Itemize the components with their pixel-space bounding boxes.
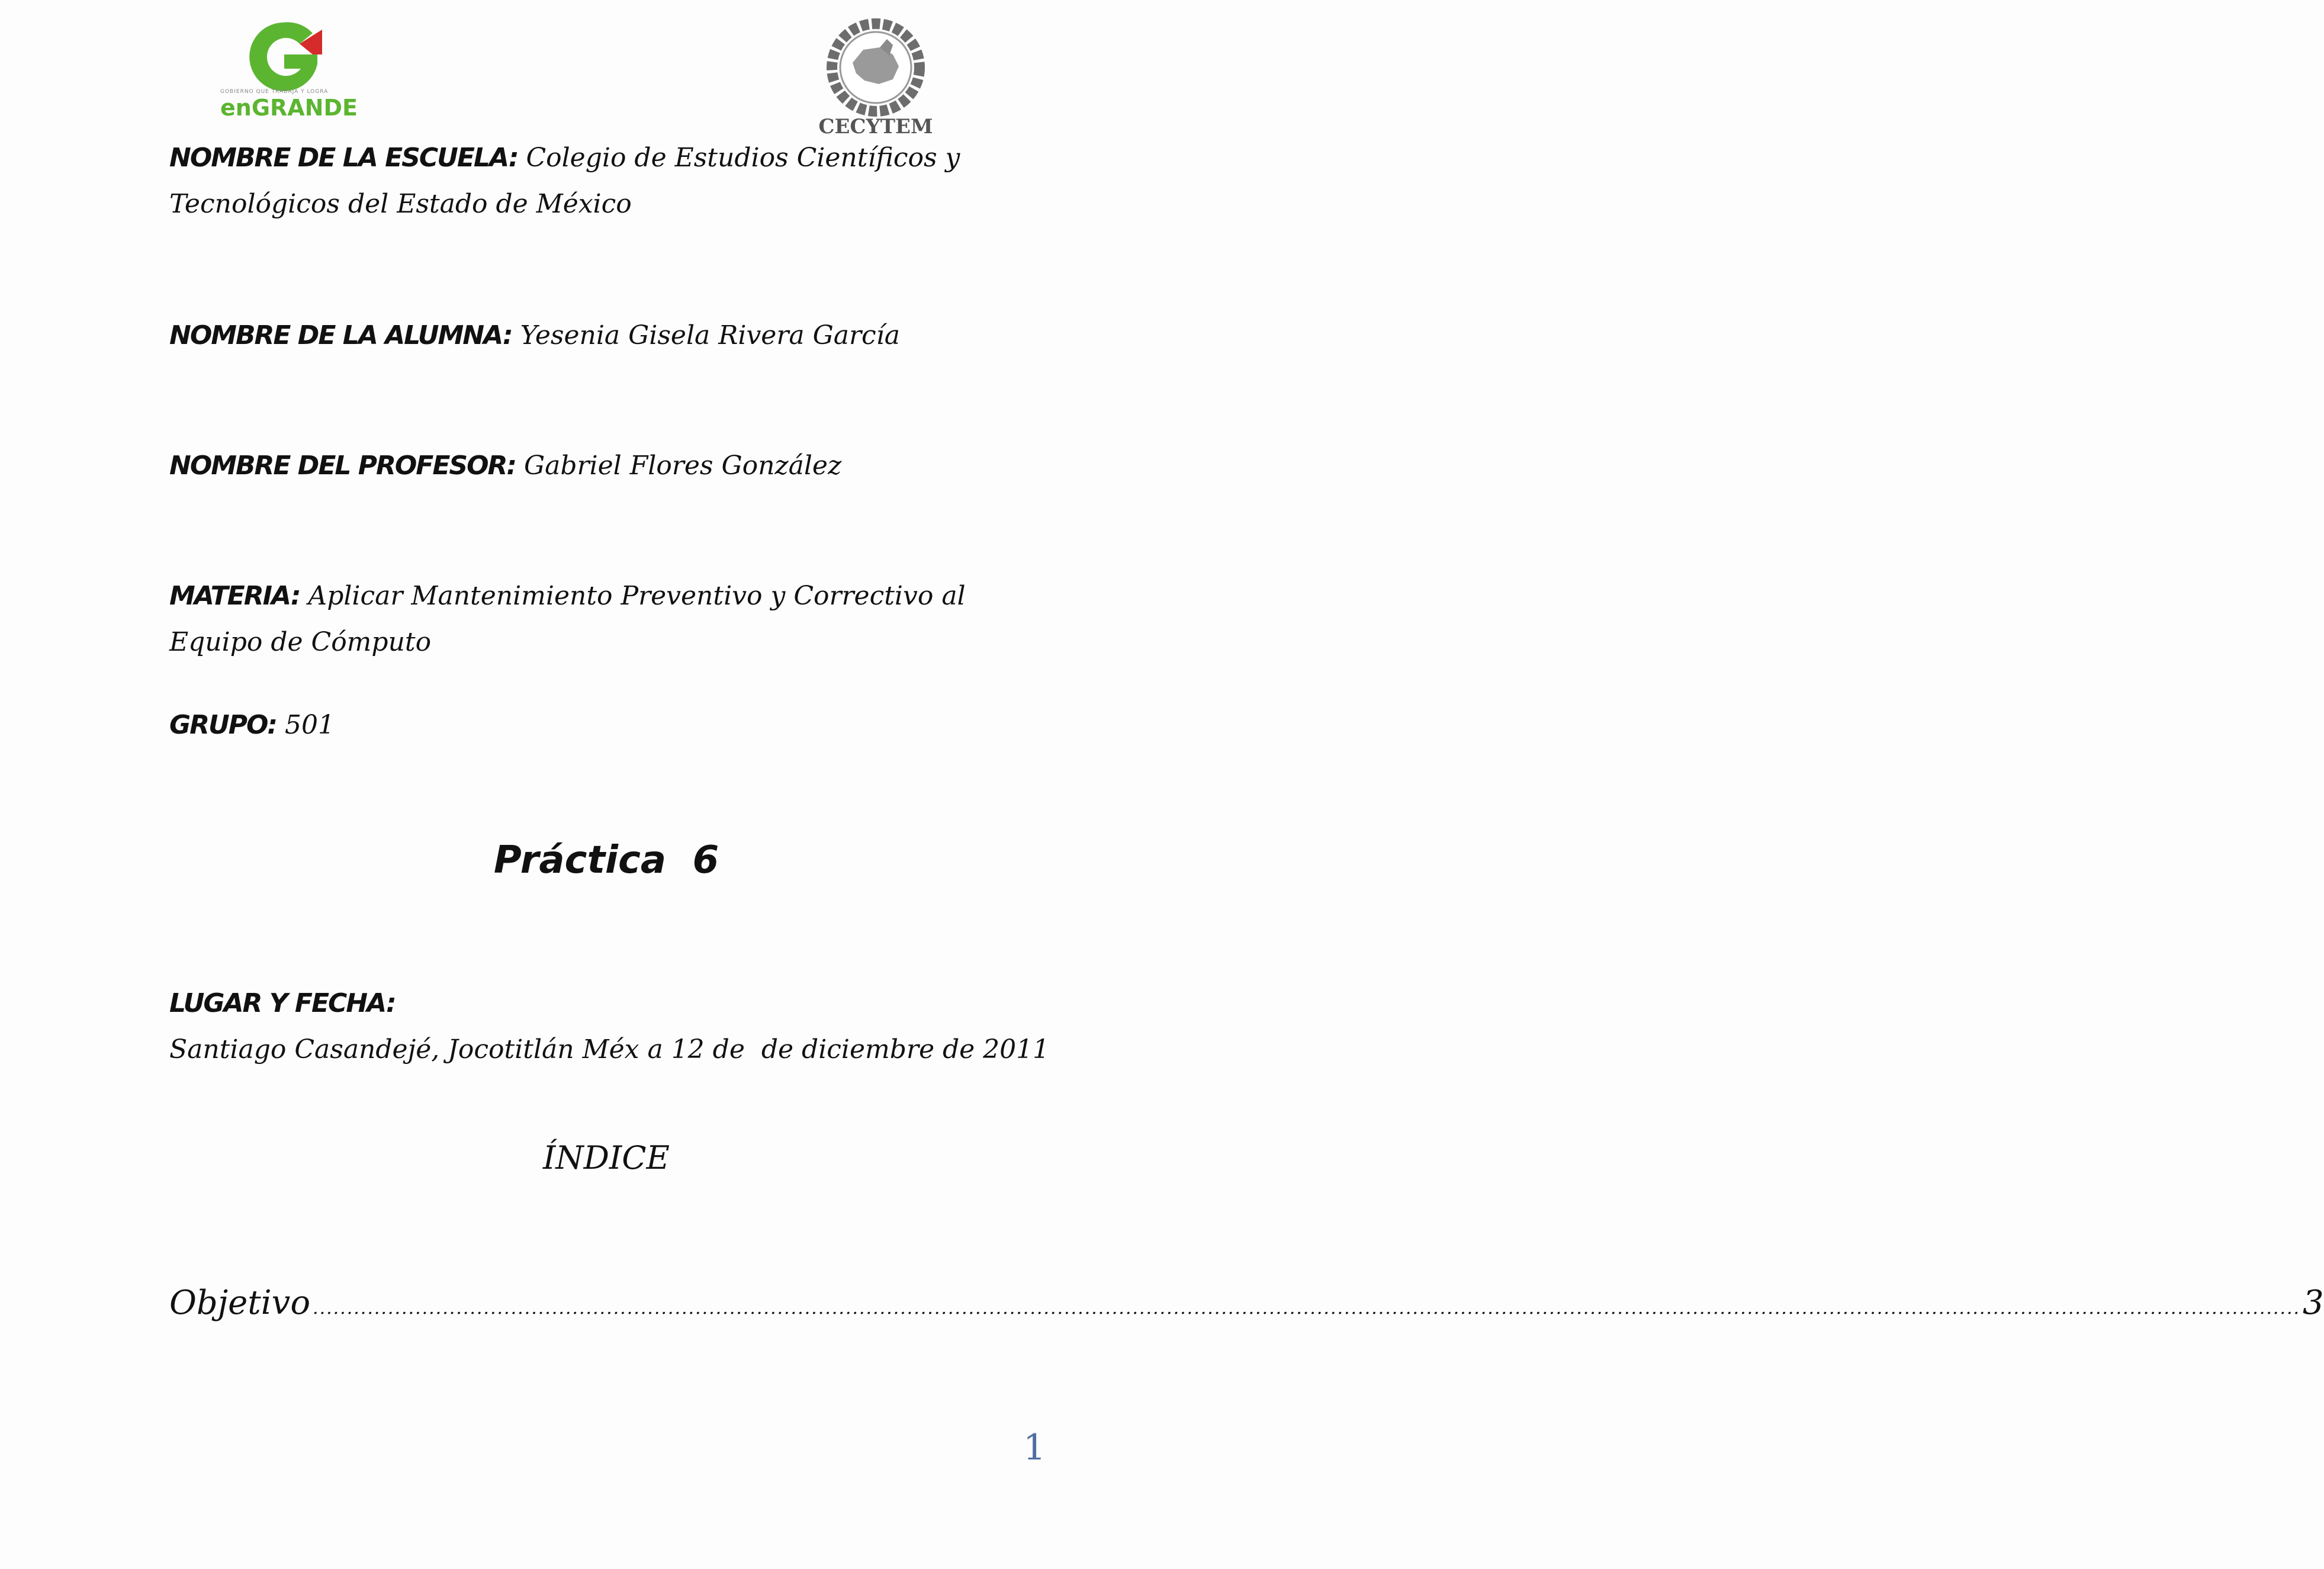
subject-value: Aplicar Mantenimiento Preventivo y Correctivo al Equipo de Cómputo (169, 581, 966, 657)
school-value: Colegio de Estudios Científicos y Tecnológicos del Estado de México (169, 143, 960, 219)
toc-entry[interactable] (169, 1284, 2324, 1322)
toc-entry-page: 3 (2303, 1284, 2324, 1322)
cecytem-seal (810, 21, 941, 116)
cecytem-wordmark: CECYTEM (818, 115, 933, 139)
student-label: NOMBRE DE LA ALUMNA: (169, 320, 512, 351)
student-field (169, 313, 1057, 359)
place-date-label: LUGAR Y FECHA: (169, 988, 396, 1018)
engrande-logo (218, 18, 358, 121)
index-heading: ÍNDICE (543, 1139, 670, 1176)
place-date-value: Santiago Casandejé, Jocotitlán Méx a 12 de de diciembre de 2011 (169, 1034, 1050, 1065)
teacher-field (169, 443, 1057, 489)
school-field (169, 135, 1057, 227)
toc-entry-label: Objetivo (169, 1284, 311, 1322)
subject-label: MATERIA: (169, 581, 300, 611)
group-field (169, 702, 1057, 748)
group-value: 501 (284, 710, 335, 740)
engrande-wordmark: enGRANDE (220, 95, 358, 121)
subject-field (169, 573, 1057, 665)
engrande-g-mark (218, 18, 348, 95)
page-number: 1 (1023, 1427, 1046, 1468)
cecytem-logo (810, 21, 941, 137)
group-label: GRUPO: (169, 710, 277, 740)
practice-title: Práctica 6 (493, 838, 719, 882)
place-date-field (169, 980, 1057, 1073)
teacher-value: Gabriel Flores González (523, 451, 842, 481)
teacher-label: NOMBRE DEL PROFESOR: (169, 451, 516, 481)
toc-entry-leader: ................................................................................................................................................................................................................................................................................................... (313, 1298, 2301, 1319)
school-label: NOMBRE DE LA ESCUELA: (169, 143, 518, 173)
engrande-small-text: GOBIERNO QUE TRABAJA Y LOGRA (220, 89, 329, 95)
student-value: Yesenia Gisela Rivera García (520, 320, 900, 351)
